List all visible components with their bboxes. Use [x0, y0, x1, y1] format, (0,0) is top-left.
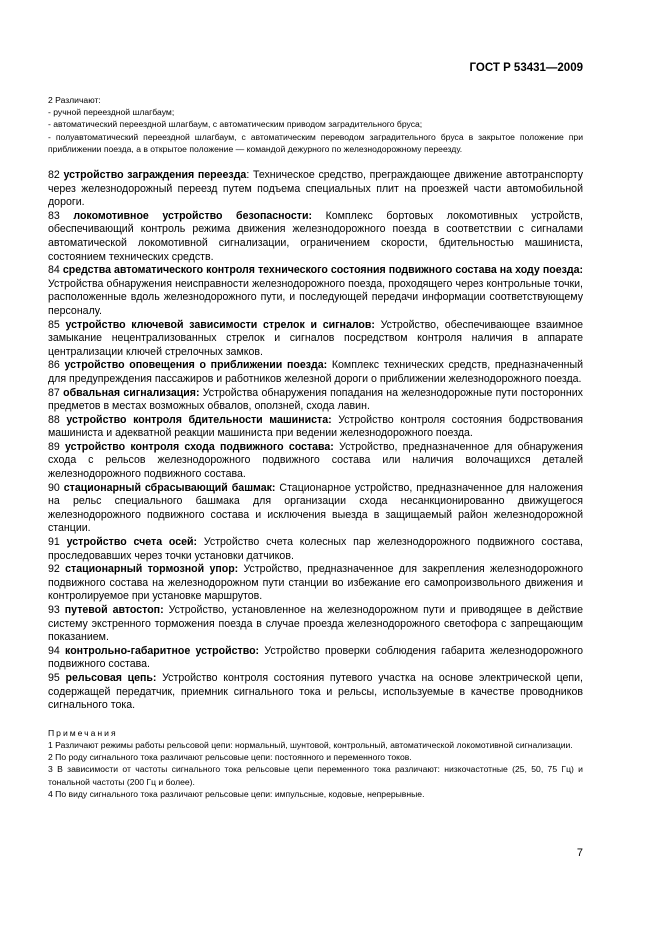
- top-note-item: - автоматический переездной шлагбаум, с автоматическим приводом заградительного бруса;: [48, 119, 423, 130]
- page-content: [48, 94, 583, 800]
- note-item: 3 В зависимости от частоты сигнального тока рельсовые цепи переменного тока различают: низкочастотные (25, 50, 75 Гц) и тональной частоты (200 Гц и более).: [48, 764, 583, 787]
- term-definition: Устройство проверки соблюдения габарита железнодорожного подвижного состава.: [48, 644, 583, 671]
- notes-section: [48, 727, 583, 800]
- term-definition: Устройства обнаружения попадания на железнодорожные пути посторонних предметов в местах возможных обвалов, оползней, схода лавин.: [48, 386, 583, 413]
- term-number: 86: [48, 359, 60, 372]
- term-definition: Устройство, предназначенное для закрепления железнодорожного подвижного состава на железнодорожном пути станции во избежание его самопроизвольного движения и контролируемое при установке маршрутов.: [48, 563, 583, 603]
- term-name: устройство оповещения о приближении поезда:: [64, 359, 328, 372]
- term-name: путевой автостоп:: [64, 604, 164, 617]
- page-number: 7: [576, 847, 583, 859]
- document-header: ГОСТ Р 53431—2009: [469, 62, 583, 74]
- note-item: 4 По виду сигнального тока различают рельсовые цепи: импульсные, кодовые, непрерывные.: [48, 788, 425, 799]
- term-number: 89: [48, 440, 60, 453]
- term-name: средства автоматического контроля технического состояния подвижного состава на ходу поезда:: [62, 264, 583, 277]
- term-definition: Устройство контроля состояния бодрствования машиниста и адекватной реакции машиниста при ведении железнодорожного поезда.: [48, 413, 583, 440]
- term-number: 84: [48, 264, 60, 277]
- term-definition: Техническое средство, преграждающее движение автотранспорту через железнодорожный переезд путем подъема специальных плит на проезжей части автомобильной дороги.: [48, 169, 583, 209]
- term-name: устройство счета осей:: [66, 536, 198, 549]
- term-name: контрольно-габаритное устройство:: [65, 644, 260, 657]
- term-name: устройство контроля бдительности машиниста:: [66, 413, 332, 426]
- top-note: [48, 94, 583, 155]
- top-note-item: - полуавтоматический переездной шлагбаум, с автоматическим переводом заградительного бруса в закрытое положение при приближении поезда, а в открытое положение — командой дежурного по железнодорожному переезду.: [48, 131, 583, 154]
- term-number: 82: [48, 169, 60, 182]
- term-definition: Комплекс технических средств, предназначенный для предупреждения пассажиров и работников железной дороги о приближении железнодорожного поезда.: [48, 359, 583, 385]
- term-name: локомотивное устройство безопасности:: [73, 209, 312, 222]
- term-definition: Устройство, установленное на железнодорожном пути и приводящее в действие систему экстренного торможения поезда в случае проезда железнодорожного светофора с запрещающим показанием.: [48, 604, 583, 644]
- term-definition: Устройство контроля состояния путевого участка на основе электрической цепи, содержащей передатчик, приемник сигнального тока и рельсы, используемые в качестве проводников сигнального тока.: [48, 671, 584, 712]
- term-number: 92: [48, 563, 60, 576]
- term-name: обвальная сигнализация:: [63, 386, 200, 399]
- note-item: 2 По роду сигнального тока различают рельсовые цепи: постоянного и переменного токов.: [48, 752, 412, 763]
- top-note-item: - ручной переездной шлагбаум;: [48, 107, 175, 118]
- note-item: 1 Различают режимы работы рельсовой цепи: нормальный, шунтовой, контрольный, автоматической локомотивной сигнализации.: [48, 739, 573, 750]
- term-name: устройство ключевой зависимости стрелок и сигналов:: [65, 318, 375, 331]
- term-number: 94: [48, 644, 60, 657]
- top-note-lead: 2 Различают:: [48, 95, 101, 105]
- term-entry: [48, 441, 583, 482]
- term-name: стационарный сбрасывающий башмак:: [63, 481, 276, 494]
- term-entry: [48, 563, 583, 604]
- term-definition: Устройство, обеспечивающее взаимное замыкание нецентрализованных стрелок и сигналов посредством контроля наличия в аппарате централизации ключей стрелочных замков.: [48, 318, 583, 358]
- term-entry: [48, 604, 583, 645]
- term-entry: 82 устройство заграждения переезда: Техническое средство, преграждающее движение автотранспорту через железнодорожный переезд путем подъема специальных плит на проезжей части автомобильной дороги.: [48, 169, 583, 209]
- term-definition: Устройства обнаружения неисправности железнодорожного поезда, проходящего через контрольные точки, расположенные вдоль железнодорожного пути, и последующей передачи информации соответствующему персоналу.: [48, 277, 583, 317]
- term-entry: [48, 210, 583, 264]
- term-number: 90: [48, 481, 60, 494]
- term-entry: [48, 387, 583, 414]
- term-definition: Устройство, предназначенное для обнаружения схода с рельсов железнодорожного подвижного состава или наличия волочащихся деталей железнодорожного подвижного состава.: [48, 440, 583, 481]
- term-entry: [48, 319, 583, 360]
- term-number: 88: [48, 413, 60, 426]
- term-entry: [48, 536, 583, 563]
- terms-list: [48, 169, 583, 713]
- term-name: стационарный тормозной упор:: [65, 563, 239, 576]
- term-definition: Стационарное устройство, предназначенное для наложения на рельс специального башмака для организации схода несанкционированно движущегося железнодорожного подвижного состава и исключения выезда в защищаемый район железнодорожной станции.: [48, 481, 583, 535]
- term-entry: [48, 482, 583, 536]
- notes-title: Примечания: [48, 727, 118, 738]
- term-number: 91: [48, 536, 60, 549]
- term-name: устройство заграждения переезда: [63, 169, 247, 182]
- term-name: рельсовая цепь:: [65, 671, 157, 684]
- term-entry: [48, 645, 583, 672]
- term-definition: Устройство счета колесных пар железнодорожного подвижного состава, проследовавших через точки установки датчиков.: [48, 536, 583, 562]
- term-entry: [48, 414, 583, 441]
- term-number: 87: [48, 386, 60, 399]
- term-name: устройство контроля схода подвижного состава:: [65, 440, 334, 453]
- term-number: 85: [48, 318, 60, 331]
- term-number: 93: [48, 604, 60, 617]
- term-number: 95: [48, 671, 60, 684]
- term-entry: [48, 264, 583, 318]
- term-entry: [48, 672, 583, 713]
- term-definition: Комплекс бортовых локомотивных устройств, обеспечивающий контроль режима движения железнодорожного поезда в соответствии с сигналами автоматической локомотивной сигнализации, ограничением скорости, бдительностью машиниста, состоянием технических средств.: [48, 209, 583, 263]
- term-number: 83: [48, 209, 60, 222]
- term-entry: [48, 359, 583, 386]
